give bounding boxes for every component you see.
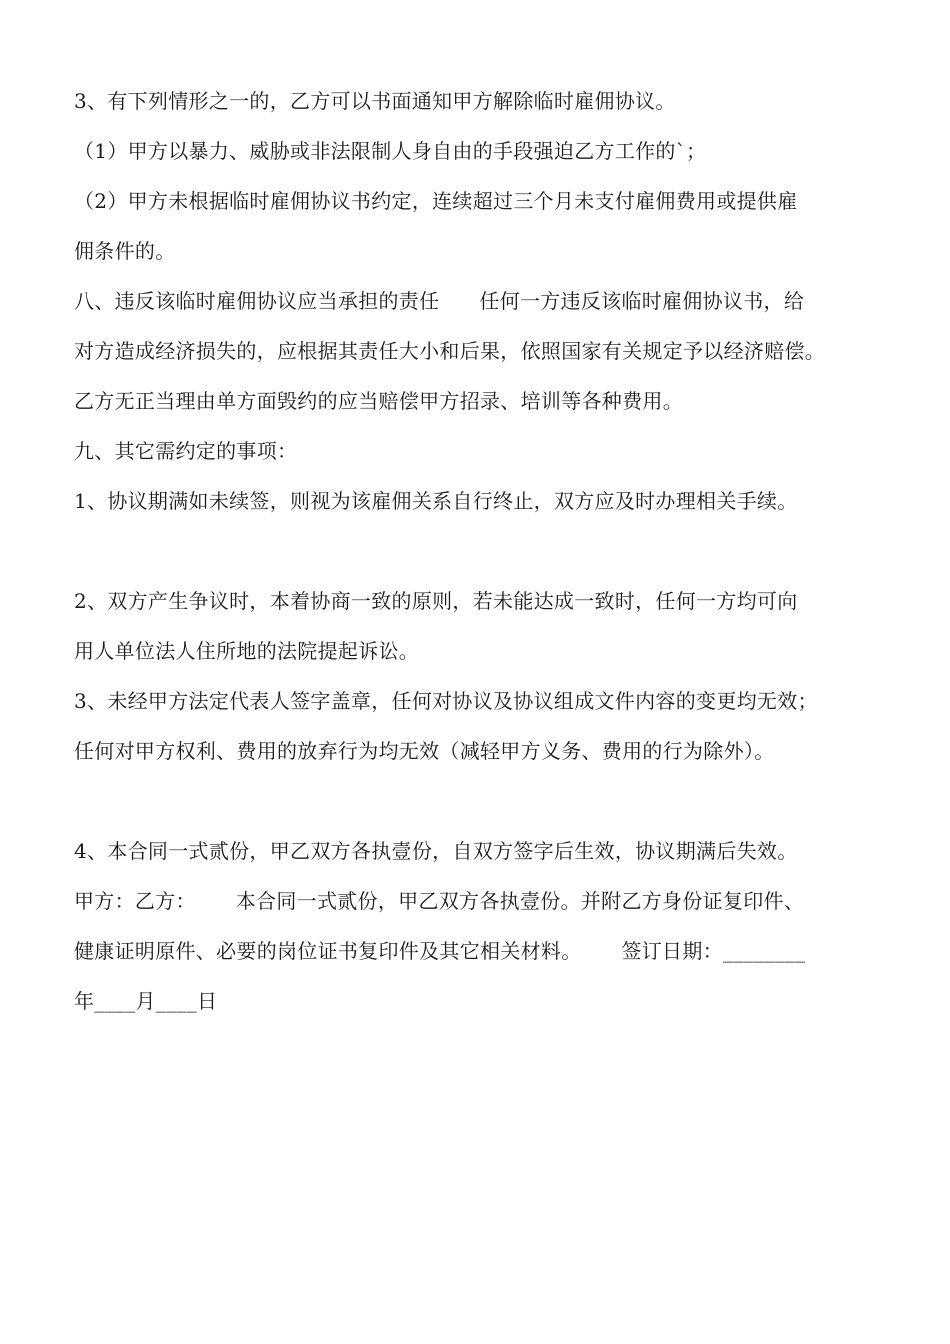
text-line-6: 对方造成经济损失的，应根据其责任大小和后果，依照国家有关规定予以经济赔偿。: [74, 339, 826, 363]
text-line-7: 乙方无正当理由单方面毁约的应当赔偿甲方招录、培训等各种费用。: [74, 389, 683, 413]
text-line-16: 健康证明原件、必要的岗位证书复印件及其它相关材料。 签订日期：________: [74, 939, 806, 963]
text-line-8: 九、其它需约定的事项：: [74, 439, 298, 463]
text-line-2: （1）甲方以暴力、威胁或非法限制人身自由的手段强迫乙方工作的`；: [74, 139, 707, 163]
text-line-13: 任何对甲方权利、费用的放弃行为均无效（减轻甲方义务、费用的行为除外）。: [74, 739, 775, 763]
text-line-12: 3、未经甲方法定代表人签字盖章，任何对协议及协议组成文件内容的变更均无效；: [74, 689, 818, 713]
text-line-17: 年____月____日: [74, 989, 218, 1013]
text-line-11: 用人单位法人住所地的法院提起诉讼。: [74, 639, 420, 663]
text-line-15: 甲方：乙方： 本合同一式贰份，甲乙双方各执壹份。并附乙方身份证复印件、: [74, 889, 805, 913]
text-line-9: 1、协议期满如未续签，则视为该雇佣关系自行终止，双方应及时办理相关手续。: [74, 489, 798, 513]
text-line-10: 2、双方产生争议时，本着协商一致的原则，若未能达成一致时，任何一方均可向: [74, 589, 798, 613]
text-line-1: 3、有下列情形之一的，乙方可以书面通知甲方解除临时雇佣协议。: [74, 89, 676, 113]
text-line-14: 4、本合同一式贰份，甲乙双方各执壹份，自双方签字后生效，协议期满后失效。: [74, 839, 798, 863]
text-line-3: （2）甲方未根据临时雇佣协议书约定，连续超过三个月未支付雇佣费用或提供雇: [74, 189, 798, 213]
text-line-5: 八、违反该临时雇佣协议应当承担的责任 任何一方违反该临时雇佣协议书，给: [74, 289, 805, 313]
text-line-4: 佣条件的。: [74, 239, 176, 263]
